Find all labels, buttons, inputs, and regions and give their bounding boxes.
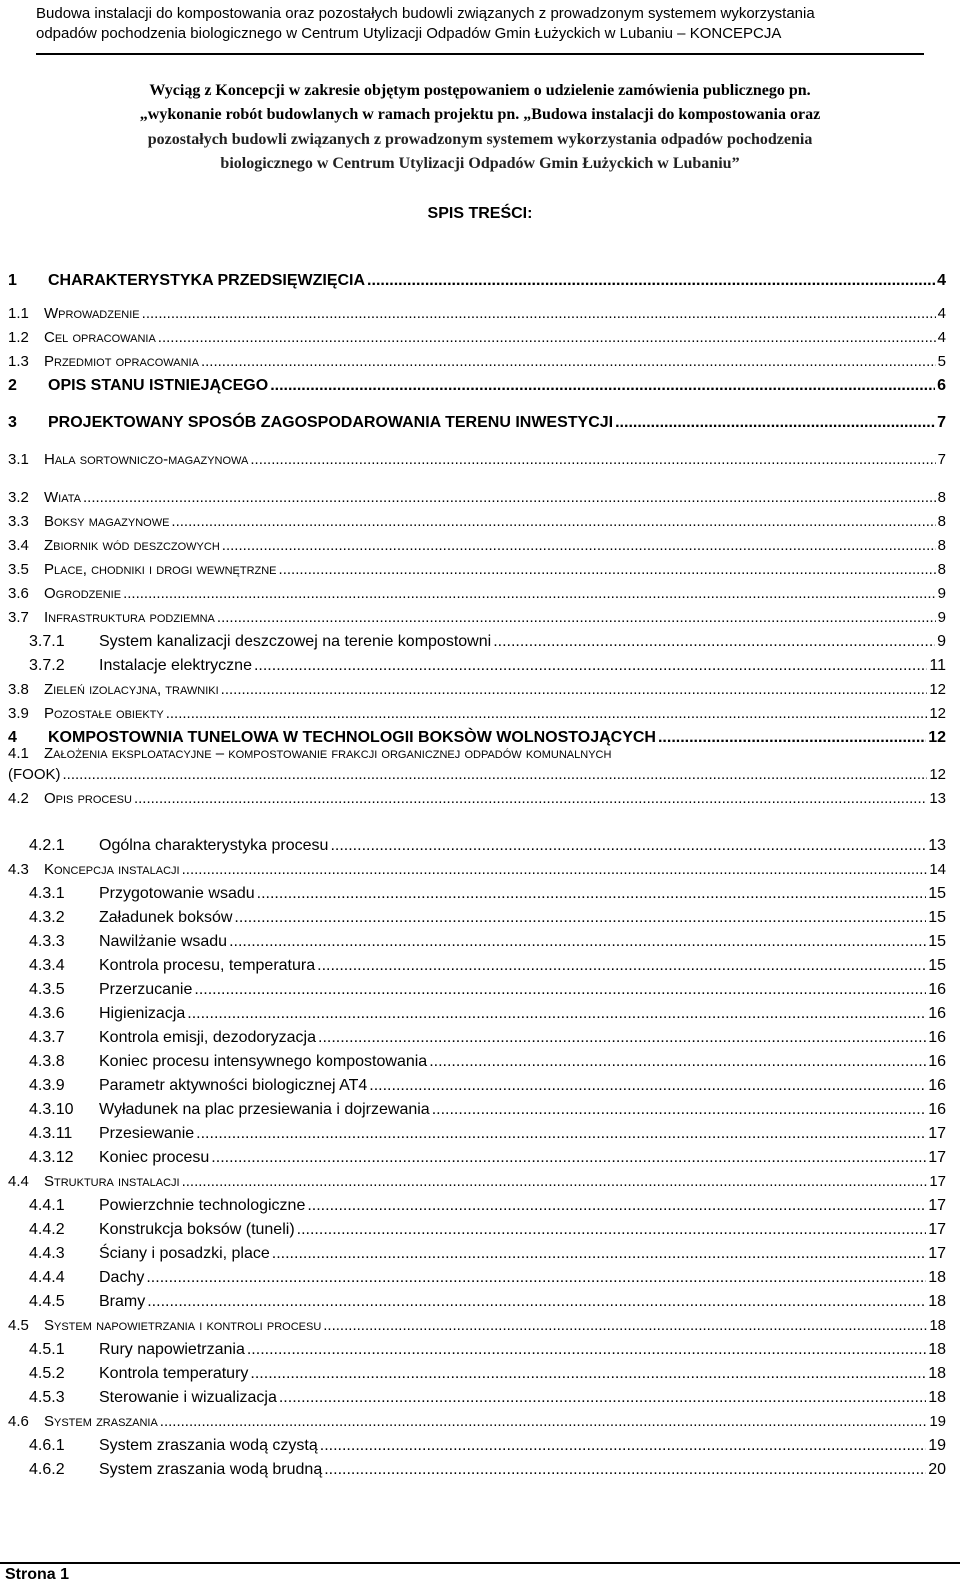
toc-entry[interactable] — [29, 1029, 946, 1047]
toc-entry-number: 4.6.2 — [29, 1461, 65, 1478]
toc-entry-number: 4.4.5 — [29, 1293, 65, 1310]
toc-leader-dots — [320, 1437, 926, 1455]
toc-entry-page: 13 — [929, 790, 946, 807]
toc-entry-number: 4.2.1 — [29, 837, 65, 854]
toc-entry[interactable] — [8, 353, 946, 370]
toc-entry[interactable] — [29, 1245, 946, 1263]
toc-entry[interactable] — [29, 1365, 946, 1383]
toc-entry[interactable] — [8, 585, 946, 602]
toc-entry[interactable] — [29, 1389, 946, 1407]
toc-entry-number: 4.3.9 — [29, 1077, 65, 1094]
toc-entry-page: 8 — [937, 537, 946, 554]
toc-entry-title: Rury napowietrzania — [99, 1341, 245, 1358]
toc-leader-dots — [272, 1245, 926, 1263]
toc-leader-dots — [323, 1317, 927, 1334]
toc-entry-title: Higienizacja — [99, 1005, 186, 1022]
toc-entry-title: Załadunek boksów — [99, 909, 233, 926]
toc-leader-dots — [615, 414, 935, 432]
toc-entry[interactable] — [8, 705, 946, 722]
toc-entry-number: 4.6.1 — [29, 1437, 65, 1454]
toc-entry-title: Koniec procesu — [99, 1149, 210, 1166]
toc-entry-title: Przygotowanie wsadu — [99, 885, 255, 902]
toc-entry-page: 12 — [929, 705, 946, 722]
toc-entry-page: 19 — [929, 1413, 946, 1430]
toc-entry-title: Cel opracowania — [44, 329, 156, 346]
toc-entry[interactable] — [8, 537, 946, 554]
toc-entry-title: Struktura instalacji — [44, 1173, 180, 1190]
toc-leader-dots — [369, 1077, 926, 1095]
toc-entry-title: Konstrukcja boksów (tuneli) — [99, 1221, 295, 1238]
toc-entry[interactable] — [8, 790, 946, 807]
toc-entry-page: 15 — [928, 885, 946, 902]
toc-entry-number: 4.5.3 — [29, 1389, 65, 1406]
toc-leader-dots — [307, 1197, 926, 1215]
toc-entry-page: 12 — [929, 766, 946, 783]
toc-entry[interactable] — [8, 861, 946, 878]
toc-entry-page: 4 — [937, 272, 946, 289]
toc-entry-number: 1.3 — [8, 353, 29, 370]
toc-entry-page: 18 — [928, 1389, 946, 1406]
toc-entry-title: Boksy magazynowe — [44, 513, 170, 530]
toc-leader-dots — [217, 609, 936, 626]
toc-entry[interactable] — [29, 1197, 946, 1215]
toc-entry-number: 3.8 — [8, 681, 29, 698]
intro-line-2: „wykonanie robót budowlanych w ramach projektu pn. „Budowa instalacji do kompostowania oraz — [139, 106, 821, 123]
toc-leader-dots — [297, 1221, 927, 1239]
toc-entry-page: 12 — [929, 681, 946, 698]
toc-entry-title: System zraszania wodą czystą — [99, 1437, 318, 1454]
toc-entry-title: System napowietrzania i kontroli procesu — [44, 1317, 322, 1334]
toc-leader-dots — [222, 537, 936, 554]
toc-entry-title: Dachy — [99, 1269, 145, 1286]
toc-entry-page: 12 — [928, 729, 946, 746]
toc-leader-dots — [432, 1101, 927, 1119]
toc-entry-page: 15 — [928, 957, 946, 974]
toc-entry-title: Ogólna charakterystyka procesu — [99, 837, 329, 854]
toc-entry-title: Zieleń izolacyjna, trawniki — [44, 681, 219, 698]
toc-entry-title: Bramy — [99, 1293, 146, 1310]
toc-entry-number: 1 — [8, 272, 17, 289]
toc-entry[interactable] — [29, 657, 946, 675]
toc-entry-title: Hala sortowniczo-magazynowa — [44, 451, 249, 468]
toc-entry-number: 3.9 — [8, 705, 29, 722]
toc-leader-dots — [279, 1389, 926, 1407]
toc-entry-number: 4.3.2 — [29, 909, 65, 926]
toc-entry-page: 18 — [929, 1317, 946, 1334]
toc-entry-title: Wprowadzenie — [44, 305, 140, 322]
toc-entry-number: 4.4.4 — [29, 1269, 65, 1286]
toc-leader-dots — [324, 1461, 926, 1479]
toc-entry-title: Zbiornik wód deszczowych — [44, 537, 220, 554]
toc-entry-number: 4.5 — [8, 1317, 29, 1334]
toc-entry[interactable] — [8, 305, 946, 322]
toc-entry-page: 5 — [937, 353, 946, 370]
toc-leader-dots — [194, 981, 926, 999]
toc-entry-number: 4.5.1 — [29, 1341, 65, 1358]
toc-entry-page: 17 — [929, 1173, 946, 1190]
toc-entry-title: Kontrola temperatury — [99, 1365, 249, 1382]
toc-entry-number: 2 — [8, 377, 17, 394]
toc-entry-number: 3.5 — [8, 561, 29, 578]
toc-leader-dots — [171, 513, 935, 530]
toc-entry[interactable] — [8, 329, 946, 346]
toc-entry-number: 4.3.6 — [29, 1005, 65, 1022]
toc-entry-page: 7 — [937, 414, 946, 431]
toc-entry-page: 9 — [937, 633, 946, 650]
toc-entry[interactable] — [8, 561, 946, 578]
toc-leader-dots — [166, 705, 928, 722]
toc-entry-number: 3.7 — [8, 609, 29, 626]
toc-entry-page: 8 — [937, 561, 946, 578]
toc-entry-page: 16 — [928, 1029, 946, 1046]
toc-entry-number: 3 — [8, 414, 17, 431]
toc-entry-number: 1.1 — [8, 305, 29, 322]
toc-leader-dots — [317, 957, 926, 975]
intro-line-1: Wyciąg z Koncepcji w zakresie objętym postępowaniem o udzielenie zamówienia publicznego pn. — [149, 82, 811, 99]
toc-entry-title: Przerzucanie — [99, 981, 193, 998]
toc-entry-title: Wiata — [44, 489, 81, 506]
toc-entry[interactable] — [8, 745, 611, 762]
toc-entry-title: Kontrola emisji, dezodoryzacja — [99, 1029, 316, 1046]
toc-entry-title: PROJEKTOWANY SPOSÓB ZAGOSPODAROWANIA TERENU INWESTYCJI — [48, 414, 614, 431]
toc-leader-dots — [318, 1029, 926, 1047]
toc-entry[interactable] — [29, 1005, 946, 1023]
toc-leader-dots — [134, 790, 927, 807]
toc-entry-page: 13 — [928, 837, 946, 854]
toc-entry-number: 1.2 — [8, 329, 29, 346]
toc-leader-dots — [201, 353, 936, 370]
toc-entry-title: Sterowanie i wizualizacja — [99, 1389, 277, 1406]
running-header-line-2: odpadów pochodzenia biologicznego w Centrum Utylizacji Odpadów Gmin Łużyckich w Lubaniu – KONCEPCJA — [36, 25, 782, 42]
toc-entry-number: 4.6 — [8, 1413, 29, 1430]
toc-entry-page: 16 — [928, 981, 946, 998]
toc-entry-page: 18 — [928, 1341, 946, 1358]
toc-entry[interactable] — [8, 1413, 946, 1430]
toc-entry-title: Założenia eksploatacyjne – kompostowanie frakcji organicznej odpadów komunalnych — [44, 745, 612, 762]
toc-leader-dots — [187, 1005, 926, 1023]
toc-leader-dots — [229, 933, 926, 951]
toc-entry-title: Infrastruktura podziemna — [44, 609, 215, 626]
toc-entry-number: 4.4.2 — [29, 1221, 65, 1238]
toc-entry-page: 11 — [929, 657, 946, 674]
toc-entry[interactable] — [29, 1437, 946, 1455]
toc-entry-page: 17 — [928, 1245, 946, 1262]
toc-entry-title: CHARAKTERYSTYKA PRZEDSIĘWZIĘCIA — [48, 272, 366, 289]
toc-entry-title: Ściany i posadzki, place — [99, 1245, 270, 1262]
toc-leader-dots — [221, 681, 928, 698]
intro-line-3: pozostałych budowli związanych z prowadzonym systemem wykorzystania odpadów pochodzenia — [147, 131, 813, 148]
toc-entry-title: Przedmiot opracowania — [44, 353, 199, 370]
toc-entry-page: 16 — [928, 1005, 946, 1022]
toc-leader-dots — [160, 1413, 928, 1430]
toc-entry-page: 17 — [928, 1221, 946, 1238]
toc-entry[interactable] — [29, 909, 946, 927]
toc-leader-dots — [250, 451, 935, 468]
toc-leader-dots — [247, 1341, 926, 1359]
toc-entry-title: System zraszania — [44, 1413, 158, 1430]
toc-leader-dots — [146, 1269, 926, 1287]
toc-entry[interactable] — [29, 957, 946, 975]
toc-entry-number: 3.6 — [8, 585, 29, 602]
toc-entry[interactable] — [8, 681, 946, 698]
toc-entry-page: 16 — [928, 1077, 946, 1094]
toc-entry-title: OPIS STANU ISTNIEJĄCEGO — [48, 377, 269, 394]
toc-entry[interactable] — [8, 1173, 946, 1190]
toc-entry[interactable] — [8, 1317, 946, 1334]
toc-entry-number: 4.3.11 — [29, 1125, 73, 1142]
toc-leader-dots — [123, 585, 936, 602]
toc-leader-dots — [142, 305, 936, 322]
toc-entry-page: 15 — [928, 933, 946, 950]
toc-entry-number: 4.4 — [8, 1173, 29, 1190]
toc-entry-page: 18 — [928, 1365, 946, 1382]
toc-entry[interactable] — [29, 885, 946, 903]
toc-entry[interactable] — [29, 1269, 946, 1287]
toc-entry-number: 4.5.2 — [29, 1365, 65, 1382]
toc-entry-number: 4.3.10 — [29, 1101, 74, 1118]
toc-leader-dots — [658, 729, 926, 747]
toc-entry-number: 4.3.12 — [29, 1149, 74, 1166]
toc-entry-page: 16 — [928, 1101, 946, 1118]
toc-leader-dots — [63, 766, 928, 783]
toc-entry-page: 18 — [928, 1269, 946, 1286]
toc-leader-dots — [182, 861, 928, 878]
toc-entry-number: 4.4.3 — [29, 1245, 65, 1262]
toc-leader-dots — [158, 329, 936, 346]
toc-entry-number: 3.7.2 — [29, 657, 65, 674]
toc-entry-page: 8 — [937, 489, 946, 506]
toc-entry-title: Koncepcja instalacji — [44, 861, 180, 878]
toc-entry-page: 17 — [928, 1197, 946, 1214]
toc-entry-page: 9 — [937, 609, 946, 626]
toc-entry-number: 3.7.1 — [29, 633, 65, 650]
toc-entry-page: 14 — [929, 861, 946, 878]
toc-entry-page: 18 — [928, 1293, 946, 1310]
toc-leader-dots — [493, 633, 935, 651]
toc-entry[interactable] — [8, 609, 946, 626]
running-header-line-1: Budowa instalacji do kompostowania oraz pozostałych budowli związanych z prowadzonym systemem wykorzystania — [36, 5, 815, 22]
toc-entry[interactable] — [29, 1053, 946, 1071]
toc-entry[interactable] — [29, 1293, 946, 1311]
toc-entry[interactable] — [8, 272, 946, 290]
toc-entry[interactable] — [29, 1221, 946, 1239]
toc-entry-number: 4.3.4 — [29, 957, 65, 974]
toc-entry-number: 4.3 — [8, 861, 29, 878]
toc-leader-dots — [257, 885, 927, 903]
footer-rule — [0, 1562, 960, 1564]
toc-entry-title: Ogrodzenie — [44, 585, 122, 602]
toc-leader-dots — [182, 1173, 928, 1190]
toc-entry[interactable] — [29, 1077, 946, 1095]
toc-leader-dots — [147, 1293, 926, 1311]
toc-leader-dots — [330, 837, 926, 855]
toc-entry-page: 9 — [937, 585, 946, 602]
toc-entry-page: 15 — [928, 909, 946, 926]
toc-entry-page: 7 — [937, 451, 946, 468]
toc-entry[interactable] — [29, 933, 946, 951]
toc-entry-title: Place, chodniki i drogi wewnętrzne — [44, 561, 277, 578]
toc-entry-title-continuation: (FOOK) — [8, 766, 61, 783]
toc-entry-number: 4.2 — [8, 790, 29, 807]
toc-entry-number: 4.1 — [8, 745, 29, 762]
toc-entry-title: Opis procesu — [44, 790, 132, 807]
toc-heading: SPIS TREŚCI: — [427, 205, 533, 222]
toc-entry[interactable] — [8, 513, 946, 530]
toc-leader-dots — [234, 909, 926, 927]
toc-entry-page: 4 — [937, 329, 946, 346]
toc-leader-dots — [250, 1365, 926, 1383]
toc-entry[interactable] — [8, 414, 946, 432]
toc-leader-dots — [196, 1125, 926, 1143]
toc-leader-dots — [367, 272, 935, 290]
toc-entry[interactable] — [29, 1149, 946, 1167]
toc-entry-title: Kontrola procesu, temperatura — [99, 957, 316, 974]
toc-entry-title: Parametr aktywności biologicznej AT4 — [99, 1077, 368, 1094]
toc-entry-page: 17 — [928, 1149, 946, 1166]
toc-leader-dots — [254, 657, 927, 675]
toc-entry-continuation[interactable] — [8, 766, 946, 783]
toc-entry-page: 19 — [928, 1437, 946, 1454]
toc-entry[interactable] — [29, 981, 946, 999]
toc-entry-page: 6 — [937, 377, 946, 394]
toc-entry[interactable] — [8, 489, 946, 506]
toc-entry-title: System zraszania wodą brudną — [99, 1461, 323, 1478]
toc-leader-dots — [211, 1149, 926, 1167]
toc-entry-title: Przesiewanie — [99, 1125, 195, 1142]
toc-entry-title: Nawilżanie wsadu — [99, 933, 228, 950]
intro-line-4: biologicznego w Centrum Utylizacji Odpadów Gmin Łużyckich w Lubaniu” — [220, 155, 740, 172]
toc-entry-page: 16 — [928, 1053, 946, 1070]
toc-entry-title: Powierzchnie technologiczne — [99, 1197, 306, 1214]
toc-leader-dots — [270, 377, 935, 395]
toc-entry[interactable] — [8, 377, 946, 395]
toc-entry-title: System kanalizacji deszczowej na terenie kompostowni — [99, 633, 492, 650]
page-number-footer: Strona 1 — [5, 1566, 70, 1583]
toc-entry-number: 4 — [8, 729, 17, 746]
toc-entry[interactable] — [29, 633, 946, 651]
toc-entry-title: Pozostałe obiekty — [44, 705, 164, 722]
toc-entry-number: 3.2 — [8, 489, 29, 506]
toc-entry-page: 20 — [928, 1461, 946, 1478]
toc-entry[interactable] — [8, 451, 946, 468]
toc-entry-number: 4.3.3 — [29, 933, 65, 950]
toc-entry-page: 4 — [937, 305, 946, 322]
toc-entry-number: 4.3.5 — [29, 981, 65, 998]
toc-leader-dots — [429, 1053, 926, 1071]
toc-entry[interactable] — [29, 1125, 946, 1143]
toc-entry[interactable] — [29, 1341, 946, 1359]
toc-entry-title: Wyładunek na plac przesiewania i dojrzewania — [99, 1101, 430, 1118]
toc-entry-number: 4.3.7 — [29, 1029, 65, 1046]
toc-entry[interactable] — [29, 1101, 946, 1119]
toc-entry-title: Instalacje elektryczne — [99, 657, 252, 674]
toc-entry-number: 4.3.8 — [29, 1053, 65, 1070]
toc-entry[interactable] — [29, 1461, 946, 1479]
toc-entry-title: Koniec procesu intensywnego kompostowania — [99, 1053, 428, 1070]
toc-entry-page: 17 — [928, 1125, 946, 1142]
toc-leader-dots — [279, 561, 936, 578]
toc-entry-page: 8 — [937, 513, 946, 530]
toc-entry-number: 3.1 — [8, 451, 29, 468]
toc-entry-title: KOMPOSTOWNIA TUNELOWA W TECHNOLOGII BOKSÒW WOLNOSTOJĄCYCH — [48, 729, 656, 746]
toc-entry-number: 4.3.1 — [29, 885, 65, 902]
toc-entry-number: 3.3 — [8, 513, 29, 530]
toc-entry-number: 3.4 — [8, 537, 29, 554]
toc-entry-number: 4.4.1 — [29, 1197, 65, 1214]
toc-entry[interactable] — [29, 837, 946, 855]
toc-leader-dots — [83, 489, 936, 506]
